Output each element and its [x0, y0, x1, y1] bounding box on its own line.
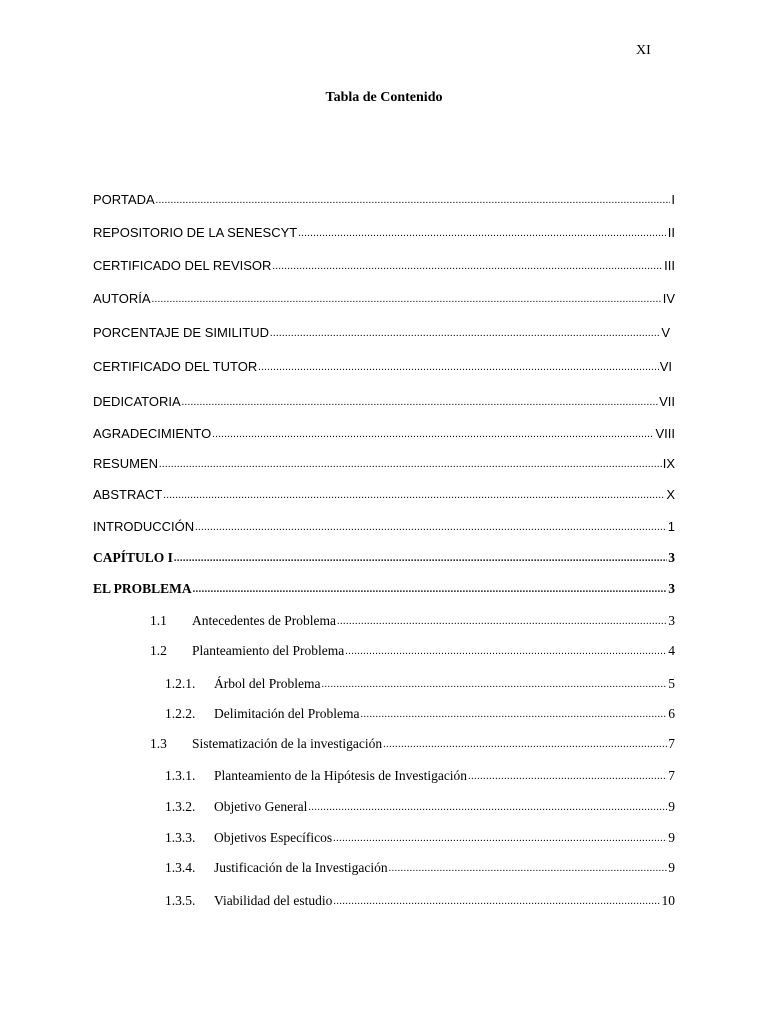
toc-entry-1-2-1[interactable]: [165, 674, 675, 694]
toc-leader-dots: [389, 859, 668, 879]
toc-entry-page: V: [661, 325, 670, 340]
toc-entry-dedicatoria[interactable]: [93, 392, 675, 412]
toc-entry-page: 3: [668, 581, 675, 596]
toc-entry-number: 1.3.5.: [165, 893, 196, 908]
toc-entry-portada[interactable]: [93, 190, 675, 210]
toc-leader-dots: [212, 425, 654, 445]
toc-leader-dots: [195, 518, 667, 538]
toc-entry-page: 10: [661, 893, 675, 908]
toc-entry-label: RESUMEN: [93, 456, 159, 471]
toc-entry-page: X: [666, 487, 675, 502]
toc-entry-page: 9: [668, 830, 675, 845]
toc-leader-dots: [163, 486, 665, 506]
toc-entry-label: PORTADA: [93, 192, 155, 207]
toc-entry-page: 7: [668, 768, 675, 783]
toc-entry-introduccion[interactable]: [93, 517, 675, 537]
toc-entry-page: 5: [668, 676, 675, 691]
toc-leader-dots: [156, 191, 671, 211]
toc-entry-page: VI: [659, 359, 672, 374]
toc-entry-label: ABSTRACT: [93, 487, 163, 502]
toc-entry-1-3-2[interactable]: [165, 797, 675, 817]
toc-entry-number: 1.3.2.: [165, 799, 196, 814]
toc-entry-page: VII: [659, 394, 675, 409]
toc-entry-number: 1.3.4.: [165, 860, 196, 875]
toc-leader-dots: [258, 358, 658, 378]
toc-leader-dots: [333, 892, 660, 912]
toc-entry-label: CERTIFICADO DEL TUTOR: [93, 359, 258, 374]
toc-entry-label: Viabilidad del estudio: [214, 893, 333, 908]
toc-entry-1-3[interactable]: [150, 734, 675, 754]
toc-entry-1-2-2[interactable]: [165, 704, 675, 724]
toc-entry-porcentaje-similitud[interactable]: [93, 323, 670, 343]
toc-entry-label: Sistematización de la investigación: [192, 736, 383, 751]
toc-entry-page: 3: [668, 550, 675, 565]
toc-leader-dots: [272, 257, 663, 277]
toc-entry-page: 9: [668, 799, 675, 814]
toc-entry-page: 4: [668, 643, 675, 658]
toc-entry-page: 7: [668, 736, 675, 751]
toc-entry-label: DEDICATORIA: [93, 394, 181, 409]
toc-entry-label: CAPÍTULO I: [93, 550, 173, 565]
toc-entry-label: Justificación de la Investigación: [214, 860, 388, 875]
toc-leader-dots: [270, 324, 660, 344]
toc-entry-page: VIII: [655, 426, 675, 441]
toc-entry-label: REPOSITORIO DE LA SENESCYT: [93, 225, 298, 240]
toc-entry-repositorio[interactable]: [93, 223, 675, 243]
toc-leader-dots: [468, 767, 667, 787]
toc-leader-dots: [333, 829, 667, 849]
toc-leader-dots: [182, 393, 658, 413]
toc-entry-label: Objetivo General: [214, 799, 308, 814]
toc-entry-label: Planteamiento de la Hipótesis de Investigación: [214, 768, 468, 783]
toc-entry-label: Planteamiento del Problema: [192, 643, 345, 658]
toc-entry-page: 9: [668, 860, 675, 875]
page-title: Tabla de Contenido: [325, 90, 443, 105]
toc-entry-page: 1: [667, 519, 675, 534]
toc-entry-label: Objetivos Específicos: [214, 830, 333, 845]
toc-entry-number: 1.2: [150, 643, 167, 658]
toc-entry-page: III: [664, 258, 675, 273]
toc-entry-page: IX: [662, 456, 675, 471]
toc-entry-page: IV: [662, 291, 675, 306]
toc-entry-1-2[interactable]: [150, 641, 675, 661]
toc-entry-resumen[interactable]: [93, 454, 675, 474]
toc-entry-el-problema[interactable]: [93, 579, 675, 599]
toc-entry-1-1[interactable]: [150, 611, 675, 631]
toc-entry-label: Antecedentes de Problema: [192, 613, 336, 628]
toc-entry-label: CERTIFICADO DEL REVISOR: [93, 258, 272, 273]
toc-leader-dots: [174, 549, 667, 569]
toc-entry-page: I: [671, 192, 675, 207]
toc-leader-dots: [345, 642, 667, 662]
toc-leader-dots: [360, 705, 667, 725]
toc-entry-capitulo-1[interactable]: [93, 548, 675, 568]
toc-entry-certificado-revisor[interactable]: [93, 256, 675, 276]
toc-entry-certificado-tutor[interactable]: [93, 357, 672, 377]
toc-entry-1-3-1[interactable]: [165, 766, 675, 786]
toc-entry-agradecimiento[interactable]: [93, 424, 675, 444]
toc-entry-1-3-3[interactable]: [165, 828, 675, 848]
toc-leader-dots: [152, 290, 662, 310]
toc-entry-page: 3: [668, 613, 675, 628]
toc-entry-label: PORCENTAJE DE SIMILITUD: [93, 325, 270, 340]
toc-entry-autoria[interactable]: [93, 289, 675, 309]
toc-entry-number: 1.3.3.: [165, 830, 196, 845]
toc-entry-label: Árbol del Problema: [214, 676, 321, 691]
toc-entry-number: 1.1: [150, 613, 167, 628]
toc-leader-dots: [321, 675, 667, 695]
toc-leader-dots: [337, 612, 667, 632]
toc-entry-1-3-5[interactable]: [165, 891, 675, 911]
toc-leader-dots: [308, 798, 667, 818]
toc-entry-1-3-4[interactable]: [165, 858, 675, 878]
page-number: XI: [636, 43, 651, 58]
toc-entry-number: 1.3.1.: [165, 768, 196, 783]
toc-entry-label: INTRODUCCIÓN: [93, 519, 195, 534]
toc-entry-page: 6: [668, 706, 675, 721]
toc-entry-number: 1.3: [150, 736, 167, 751]
toc-entry-label: AUTORÍA: [93, 291, 151, 306]
toc-entry-label: Delimitación del Problema: [214, 706, 360, 721]
toc-leader-dots: [383, 735, 667, 755]
toc-entry-number: 1.2.1.: [165, 676, 196, 691]
toc-entry-label: EL PROBLEMA: [93, 581, 192, 596]
toc-entry-label: AGRADECIMIENTO: [93, 426, 212, 441]
toc-entry-page: II: [667, 225, 675, 240]
toc-entry-number: 1.2.2.: [165, 706, 196, 721]
toc-leader-dots: [159, 455, 662, 475]
toc-entry-abstract[interactable]: [93, 485, 675, 505]
toc-leader-dots: [298, 224, 667, 244]
toc-leader-dots: [193, 580, 668, 600]
